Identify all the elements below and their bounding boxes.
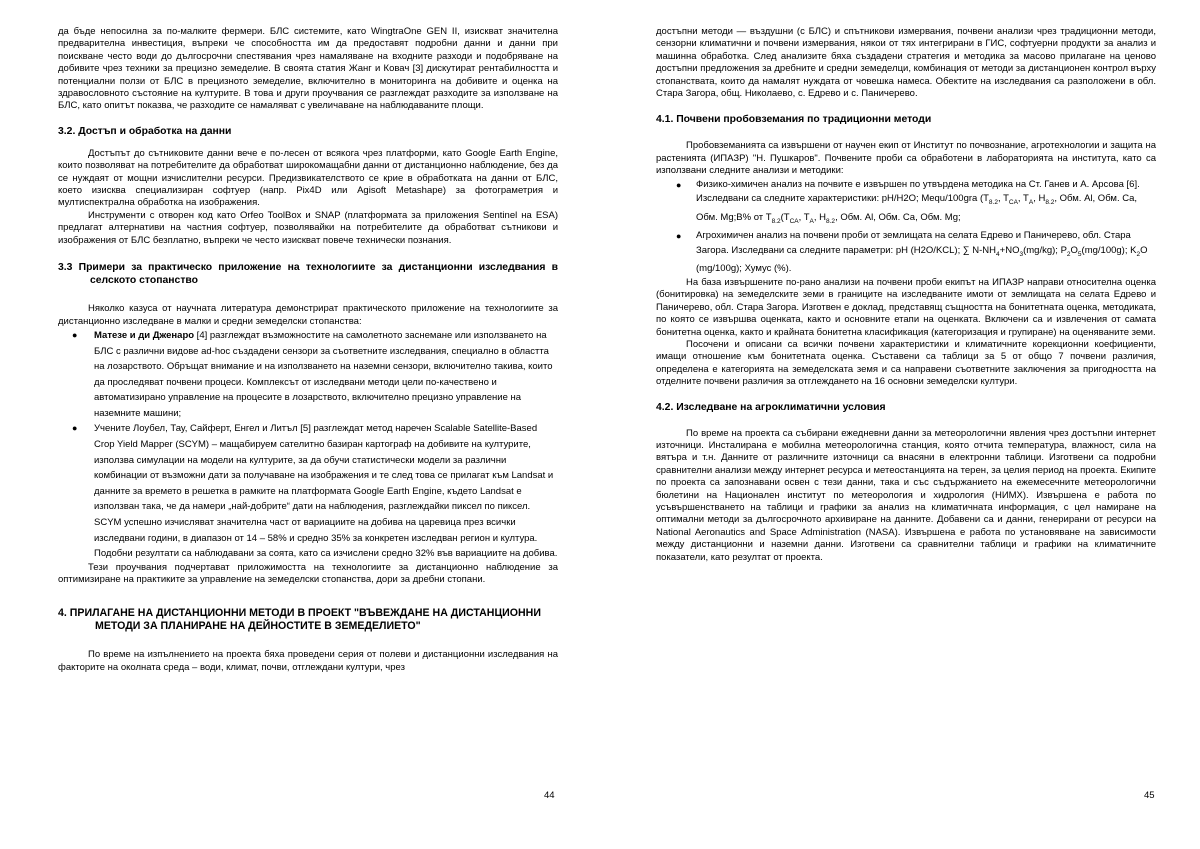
- page-number-right: 45: [1144, 790, 1155, 801]
- bullet-icon: ●: [72, 329, 78, 340]
- list-item-text: Учените Лоубел, Тау, Сайферт, Енгел и Литъл [5] разглеждат метод наречен Scalable Satellite-Based Crop Yield Mapper (SCYM) – мащабируем сателитно базиран картограф на добивите на културите, използва симулации на модели на културите, за да обучи статистически модели за различни комбинации от възможни дати за получаване на изображения и те след това се прилагат към Landsat и данните за времето в решетка в рамките на платформата Google Earth Engine, където Landsat е използван така, че да намери „най-добрите“ дати на наблюдения, разглеждайки пиксел по пиксел. SCYM успешно изчисляват значителна част от вариациите на добива на царевица през всички изследвани години, в диапазон от 14 – 58% и средно 35% за конкретен изследван регион и култура. Подобни резултати са наблюдавани за соята, като са изчислени средно 32% във вариациите на добива.: [94, 423, 558, 560]
- list-item: [58, 421, 558, 561]
- bullet-icon: ●: [72, 423, 78, 434]
- bullet-icon: ●: [676, 231, 682, 242]
- paragraph-continued: достъпни методи — въздушни (с БЛС) и спътникови измервания, почвени анализи чрез традиционни методи, сензорни климатични и почвени измервания, някои от тях интегрирани в ГИС, софтуерни продукти за анализ и машинна обработка. След анализите бяха създадени стратегия и методика за масово прилагане на ценово достъпни предложения за дребните и средни земеделци, комбинация от методи за дистанционен контрол върху стопанствата, които да намалят нуждата от човешка намеса. Обектите на изследвания са разположени в обл. Стара Загора, общ. Николаево, с. Едрево и с. Паничерево.: [656, 26, 1156, 100]
- paragraph-3-2-a: Достъпът до сътниковите данни вече е по-лесен от всякога чрез платформи, като Google Earth Engine, които позволяват на потребителите да обработват широкомащабни данни от дистанционно наблюдение, без да се нуждаят от мощни изчислителни ресурси. Предизвикателството се крие в обработката на данни от БЛС, което изисква специализиран софтуер (напр. Pix4D или Agisoft Metashape) за фотограметрия и мултиспектрална обработка на изображения.: [58, 147, 558, 209]
- list-item: [58, 328, 558, 422]
- page-number-left: 44: [544, 790, 555, 801]
- paragraph-4: По време на изпълнението на проекта бяха проведени серия от полеви и дистанционни изследвания на факторите на околната среда – води, климат, почви, отглеждани култури, чрез: [58, 649, 558, 673]
- list-item: [656, 229, 1156, 277]
- paragraph-4-1-a: Пробовземанията са извършени от научен екип от Институт по почвознание, агротехнологии и защита на растенията (ИПАЗР) "Н. Пушкаров". Почвените проби са обработени в лабораторията на института, като са използвани следните анализи и методики:: [656, 140, 1156, 177]
- list-item: [656, 178, 1156, 230]
- section-heading-4-1: 4.1. Почвени пробовземания по традиционни методи: [656, 114, 932, 126]
- paragraph-4-1-c: Посочени и описани са всички почвени характеристики и климатичните корекционни коефициенти, имащи отношение към бонитетната оценка. Съставени са таблици за 5 от общо 7 почвени различия, определена е категорията на земеделската земя и са направени съответните заключения за пригодността на отделните почвени различия за отглеждането на 16 основни земеделски култури.: [656, 338, 1156, 388]
- paragraph-4-1-b: На база извършените по-рано анализи на почвени проби екипът на ИПАЗР направи относителна оценка (бонитировка) на земеделските земи в границите на изследваните имоти от землищата на селата Едрево и Паничерево, обл. Стара Загора. Изготвен е доклад, представящ същността на бонитетната оценка, методиката, по която се извършва оценката, както и основните етапи на оценката. Включени са и извлечения от самата бонитетна оценка, както и крайната бонитетна класификация (категоризация и групиране) на оценяваните земи.: [656, 276, 1156, 338]
- list-item-bold: Матезе и ди Дженаро: [94, 329, 195, 341]
- section-heading-4-2: 4.2. Изследване на агроклиматични условия: [656, 401, 886, 413]
- list-item-text: [4] разглеждат възможностите на самолетното заснемане или използването на БЛС с различни видове ad-hoc създадени сензори за съответните изследвания, специално в областта на лозарството. Обръщат внимание и на използването на наземни сензори, включително такива, които да проследяват почвени процеси. Комплексът от изследвани методи цели по-качествено и автоматизирано управление на процесите в лозарството, включително прецизно управление на наземните машини;: [94, 329, 553, 419]
- paragraph-after-list: Тези проучвания подчертават приложимостта на технологиите за дистанционно наблюдение за оптимизиране на практиките за управление на земеделски стопанства, дори за дребни стопани.: [58, 561, 558, 586]
- paragraph-intro: да бъде непосилна за по-малките фермери. БЛС системите, като WingtraOne GEN II, изискват значителна предварителна инвестиция, въпреки че способността им да предоставят подробни данни и данни при поискване често води до дългосрочни спестявания чрез намаляване на входните разходи и подобряване на добивите чрез техники за прецизно земеделие. В своята статия Жанг и Ковач [3] дискутират рентабилността и потенциални ползи от БЛС в прецизното земеделие, включително в мониторинга на добивите и оценка на здравословното състояние на културите. В това и други проучвания се разглеждат разходите за използване на БЛС, като опитът показва, че разходите се намаляват с увеличаване на наблюдаваните площи.: [58, 26, 558, 112]
- list-item-text: Агрохимичен анализ на почвени проби от землищата на селата Едрево и Паничерево, обл. Стара Загора. Изследвани са следните параметри: pH (H2O/KCL); ∑ $N-NH_4+NO_3(mg/kg)$; $P_2O_5(mg/100g)$; $K_2O$ (mg/100g); Хумус (%).: [696, 230, 1148, 275]
- paragraph-4-2: По време на проекта са събирани ежедневни данни за метеорологични явления чрез достъпни интернет източници. Инсталирана е мобилна метеорологична станция, която отчита температура, влажност, сила на вятъра и т.н. Данните от различните източници са внасяни в електронни таблици. Изготвени са подробни сравнителни анализи между интернет ресурса и метеостанцията на терен, за целия период на проекта. Екипите по проекта са запознавани освен с тези данни, така и със съдържанието на ежемесечните метеорологични бюлетини на Национален институт по метеорология и хидрология (НИМХ). Извършена е работа по усъвършенстването на таблици и графики за анализ на климатичната информация, с цел намиране на оптимални методи за дългосрочното архивиране на данните. Добавени са и данни, генерирани от ресурси на National Aeronautics and Space Administration (NASA). Извършена е работа по установяване на зависимости между дистанционни и наземни данни. Изготвени са сравнителни таблици и графики на климатичните показатели, като резултат от проекта.: [656, 427, 1156, 563]
- bullet-list-analyses: [656, 178, 1156, 277]
- left-page: [58, 26, 558, 674]
- paragraph-3-2-b: Инструменти с отворен код като Orfeo ToolBox и SNAP (платформата за приложения Sentinel на ESA) предлагат алтернативи на частния софтуер, позволявайки на потребителите да обработват сътникови и изображения от БЛС безплатно, въпреки че често изискват повече технически познания.: [58, 209, 558, 246]
- bullet-list-examples: [58, 328, 558, 562]
- chapter-heading-4: 4. ПРИЛАГАНЕ НА ДИСТАНЦИОННИ МЕТОДИ В ПРОЕКТ "ВЪВЕЖДАНЕ НА ДИСТАНЦИОННИ МЕТОДИ ЗА ПЛАНИРАНЕ НА ДЕЙНОСТИТЕ В ЗЕМЕДЕЛИЕТО": [58, 606, 541, 633]
- paragraph-3-3: Няколко казуса от научната литература демонстрират практическото приложение на технологиите за дистанционно изследване в малки и средни земеделски стопанства:: [58, 303, 558, 327]
- bullet-icon: ●: [676, 179, 682, 190]
- list-item-text: Физико-химичен анализ на почвите е извършен по утвърдена методика на Ст. Ганев и А. Арсова [6]. Изследвани са следните характеристики: pH/H2O; Mequ/100gra ($T_{8.2}$, $T_{CA}$, $T_A$, $H_{8.2}$, Обм. Al, Обм. Ca, Обм. Mg;B% от $T_{8.2}(T_{CA}$, $T_A$, $H_{8.2}$, Обм. Al, Обм. Ca, Обм. Mg;: [696, 178, 1140, 225]
- section-heading-3-2: 3.2. Достъп и обработка на данни: [58, 125, 232, 137]
- right-page: [656, 26, 1156, 564]
- section-heading-3-3: 3.3 Примери за практическо приложение на технологиите за дистанционни изследвания в селското стопанство: [58, 262, 558, 287]
